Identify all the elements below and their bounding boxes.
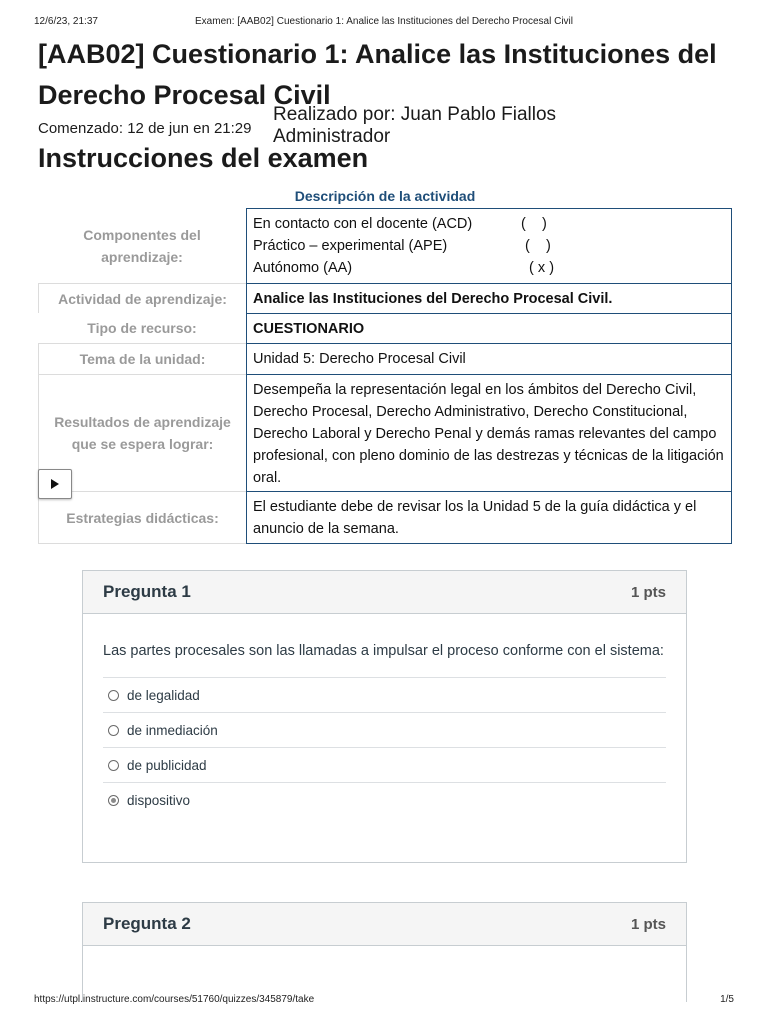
component-line [253, 213, 725, 235]
question-points: 1 pts [630, 915, 666, 933]
taken-by-role: Administrador [273, 126, 391, 147]
answer-option[interactable] [103, 677, 666, 712]
table-row [38, 283, 732, 313]
row-value: El estudiante debe de revisar los la Unidad 5 de la guía didáctica y el anuncio de la semana. [246, 491, 732, 544]
row-value: Desempeña la representación legal en los ámbitos del Derecho Civil, Derecho Procesal, Derecho Administrativo, Derecho Constitucional, Derecho Laboral y Derecho Penal y demás ramas relevantes del campo profesional, con pleno dominio de las destrezas y técnicas de la litigación oral. [246, 374, 732, 491]
play-icon [50, 479, 60, 489]
taken-by [273, 104, 673, 148]
question-points: 1 pts [630, 583, 666, 601]
question-card [82, 902, 687, 1002]
radio-button-icon[interactable] [108, 690, 119, 701]
answer-label: dispositivo [127, 792, 191, 808]
question-header [83, 571, 686, 614]
answer-option[interactable] [103, 712, 666, 747]
components-value [246, 208, 732, 283]
table-row [38, 491, 732, 544]
answer-option[interactable] [103, 747, 666, 782]
print-date: 12/6/23, 21:37 [34, 16, 98, 27]
activity-table [38, 208, 732, 544]
component-mark: ( ) [521, 216, 547, 232]
components-label: Componentes del aprendizaje: [83, 226, 201, 265]
question-name: Pregunta 2 [103, 914, 191, 933]
page-number: 1/5 [720, 994, 734, 1005]
started-time: Comenzado: 12 de jun en 21:29 [38, 120, 252, 137]
answer-label: de inmediación [127, 722, 218, 738]
row-value: Analice las Instituciones del Derecho Procesal Civil. [246, 283, 732, 313]
question-name: Pregunta 1 [103, 582, 191, 601]
activity-caption: Descripción de la actividad [294, 188, 476, 204]
component-mark: ( ) [521, 238, 551, 254]
page-url: https://utpl.instructure.com/courses/51760/quizzes/345879/take [34, 994, 315, 1005]
media-play-button[interactable] [38, 469, 72, 499]
row-label: Tipo de recurso: [87, 320, 197, 336]
taken-by-name: Realizado por: Juan Pablo Fiallos [273, 104, 557, 125]
answer-label: de publicidad [127, 757, 207, 773]
row-label: Tema de la unidad: [38, 343, 246, 374]
table-row [38, 374, 732, 491]
print-footer [34, 994, 734, 1005]
component-line [253, 257, 725, 279]
radio-button-icon[interactable] [108, 760, 119, 771]
instructions-title: Instrucciones del examen [38, 143, 369, 173]
row-value: Unidad 5: Derecho Procesal Civil [246, 343, 732, 374]
row-value: CUESTIONARIO [246, 313, 732, 343]
question-header [83, 903, 686, 946]
component-name: Práctico – experimental (APE) [253, 238, 448, 254]
answer-list [103, 677, 666, 817]
question-card [82, 570, 687, 863]
component-name: Autónomo (AA) [253, 260, 353, 276]
component-line [253, 235, 725, 257]
quiz-title: [AAB02] Cuestionario 1: Analice las Instituciones del Derecho Procesal Civil [38, 39, 717, 110]
table-row [38, 343, 732, 374]
print-header [34, 16, 734, 27]
component-mark: ( x ) [521, 260, 555, 276]
row-label: Estrategias didácticas: [38, 491, 246, 544]
answer-option-selected[interactable] [103, 782, 666, 817]
question-text: Las partes procesales son las llamadas a impulsar el proceso conforme con el sistema: [103, 643, 664, 659]
print-title: Examen: [AAB02] Cuestionario 1: Analice las Instituciones del Derecho Procesal Civil [195, 16, 573, 27]
table-row [38, 313, 732, 343]
component-name: En contacto con el docente (ACD) [253, 216, 473, 232]
table-row [38, 208, 732, 283]
row-label: Resultados de aprendizaje que se espera lograr: [38, 374, 246, 491]
radio-button-icon[interactable] [108, 725, 119, 736]
radio-button-icon[interactable] [108, 795, 119, 806]
answer-label: de legalidad [127, 687, 200, 703]
row-label: Actividad de aprendizaje: [38, 283, 246, 313]
